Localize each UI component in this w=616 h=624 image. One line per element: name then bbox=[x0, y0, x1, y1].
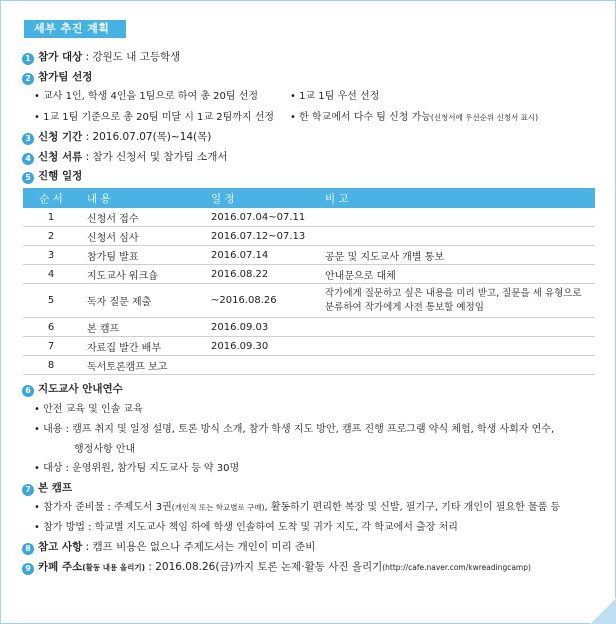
cell-note bbox=[317, 356, 595, 375]
number-badge: 5 bbox=[22, 172, 34, 184]
item-label: 신청 기간 bbox=[38, 131, 83, 143]
item-label: 본 캠프 bbox=[38, 482, 73, 494]
training-item-continued: 행정사항 안내 bbox=[74, 444, 136, 455]
cell-note bbox=[317, 208, 595, 227]
item-label: 진행 일정 bbox=[38, 170, 83, 182]
table-row bbox=[23, 246, 595, 265]
item-text: : 참가 신청서 및 참가팀 소개서 bbox=[82, 151, 228, 163]
cell-content: 독자 질문 제출 bbox=[79, 284, 203, 318]
col-header-note: 비 고 bbox=[317, 188, 595, 208]
section-title: 세부 추진 계획 bbox=[24, 20, 126, 38]
team-rule: • 한 학교에서 다수 팀 신청 가능(신청서에 우선순위 신청서 표시) bbox=[290, 112, 539, 123]
cell-note bbox=[317, 227, 595, 246]
item-text: : 2016.08.26(금)까지 토론 논제·활동 사진 올리기 bbox=[145, 561, 383, 573]
number-badge: 3 bbox=[22, 133, 34, 145]
cell-date: ~2016.08.26 bbox=[203, 284, 317, 318]
page-corner-fold bbox=[590, 598, 616, 624]
cell-date: 2016.09.30 bbox=[203, 337, 317, 356]
number-badge: 2 bbox=[22, 73, 34, 85]
item-team-selection bbox=[22, 70, 92, 85]
item-label: 카페 주소 bbox=[38, 561, 83, 573]
item-label: 신청 서류 bbox=[38, 151, 83, 163]
cell-content: 신청서 심사 bbox=[79, 227, 203, 246]
cell-note-line: 작가에게 질문하고 싶은 내용을 미리 받고, 질문을 세 유형으로 bbox=[325, 287, 582, 299]
cell-content: 참가팀 발표 bbox=[79, 246, 203, 265]
training-item: • 대상 : 운영위원, 참가팀 지도교사 등 약 30명 bbox=[34, 463, 240, 474]
col-header-content: 내 용 bbox=[79, 188, 203, 208]
number-badge: 9 bbox=[22, 563, 34, 575]
team-rule-note: (신청서에 우선순위 신청서 표시) bbox=[430, 113, 539, 122]
cell-content: 본 캠프 bbox=[79, 318, 203, 337]
table-row bbox=[23, 227, 595, 246]
item-text: : 강원도 내 고등학생 bbox=[82, 51, 181, 63]
number-badge: 1 bbox=[22, 53, 34, 65]
cell-order: 3 bbox=[23, 246, 79, 265]
cell-date: 2016.07.12~07.13 bbox=[203, 227, 317, 246]
item-label: 참가 대상 bbox=[38, 51, 83, 63]
cafe-url-link[interactable]: (http://cafe.naver.com/kwreadingcamp) bbox=[382, 563, 531, 572]
item-label: 참가팀 선정 bbox=[38, 71, 93, 83]
item-cafe-address bbox=[22, 560, 531, 575]
cell-content: 지도교사 워크숍 bbox=[79, 265, 203, 284]
cell-order: 7 bbox=[23, 337, 79, 356]
cell-content: 독서토론캠프 보고 bbox=[79, 356, 203, 375]
cell-date: 2016.09.03 bbox=[203, 318, 317, 337]
cell-date: 2016.08.22 bbox=[203, 265, 317, 284]
number-badge: 6 bbox=[22, 385, 34, 397]
col-header-date: 일 정 bbox=[203, 188, 317, 208]
table-row bbox=[23, 318, 595, 337]
schedule-table bbox=[23, 188, 595, 375]
table-row bbox=[23, 284, 595, 318]
cell-order: 2 bbox=[23, 227, 79, 246]
cell-note bbox=[317, 318, 595, 337]
table-row bbox=[23, 356, 595, 375]
cell-content: 자료집 발간 배부 bbox=[79, 337, 203, 356]
item-text: : 캠프 비용은 없으나 주제도서는 개인이 미리 준비 bbox=[82, 541, 316, 553]
number-badge: 8 bbox=[22, 543, 34, 555]
item-application-documents bbox=[22, 150, 228, 165]
team-rule: • 교사 1인, 학생 4인을 1팀으로 하여 총 20팀 선정 bbox=[34, 91, 259, 102]
cell-note bbox=[317, 337, 595, 356]
training-item: • 안전 교육 및 인솔 교육 bbox=[34, 404, 143, 415]
cell-note: 공문 및 지도교사 개별 통보 bbox=[317, 246, 595, 265]
cell-order: 8 bbox=[23, 356, 79, 375]
item-teacher-training bbox=[22, 382, 123, 397]
col-header-order: 순 서 bbox=[23, 188, 79, 208]
item-label-note: (활동 내용 올리기) bbox=[82, 563, 146, 572]
cell-note bbox=[317, 284, 595, 318]
number-badge: 4 bbox=[22, 153, 34, 165]
item-label: 지도교사 안내연수 bbox=[38, 383, 123, 395]
cell-order: 1 bbox=[23, 208, 79, 227]
cell-order: 4 bbox=[23, 265, 79, 284]
camp-item-method: • 참가 방법 : 학교별 지도교사 책임 하에 학생 인솔하여 도착 및 귀가 지도, 각 학교에서 출장 처리 bbox=[34, 522, 458, 533]
cell-content: 신청서 접수 bbox=[79, 208, 203, 227]
cell-order: 6 bbox=[23, 318, 79, 337]
item-participants bbox=[22, 50, 180, 65]
cell-date: 2016.07.14 bbox=[203, 246, 317, 265]
item-text: : 2016.07.07(목)~14(목) bbox=[82, 131, 212, 143]
cell-order: 5 bbox=[23, 284, 79, 318]
camp-item-supplies: • 참가자 준비물 : 주제도서 3권(개인적 또는 학교별로 구매), 활동하기 편리한 복장 및 신발, 필기구, 기타 개인이 필요한 물품 등 bbox=[34, 502, 561, 513]
cell-date bbox=[203, 356, 317, 375]
item-main-camp bbox=[22, 481, 72, 496]
cell-note: 안내문으로 대체 bbox=[317, 265, 595, 284]
cell-note-line: 분류하여 작가에게 사전 통보할 예정임 bbox=[325, 301, 484, 313]
item-schedule bbox=[22, 169, 82, 184]
team-rule: • 1교 1팀 기준으로 총 20팀 미달 시 1교 2팀까지 선정 bbox=[34, 112, 275, 123]
item-notes bbox=[22, 540, 315, 555]
number-badge: 7 bbox=[22, 484, 34, 496]
table-row bbox=[23, 265, 595, 284]
item-label: 참고 사항 bbox=[38, 541, 83, 553]
item-application-period bbox=[22, 130, 211, 145]
schedule-header-row bbox=[23, 188, 595, 208]
team-rule: • 1교 1팀 우선 선정 bbox=[290, 91, 380, 102]
training-item: • 내용 : 캠프 취지 및 일정 설명, 토론 방식 소개, 참가 학생 지도 방안, 캠프 진행 프로그램 약식 체험, 학생 사회자 연수, bbox=[34, 424, 555, 435]
table-row bbox=[23, 208, 595, 227]
cell-date: 2016.07.04~07.11 bbox=[203, 208, 317, 227]
table-row bbox=[23, 337, 595, 356]
